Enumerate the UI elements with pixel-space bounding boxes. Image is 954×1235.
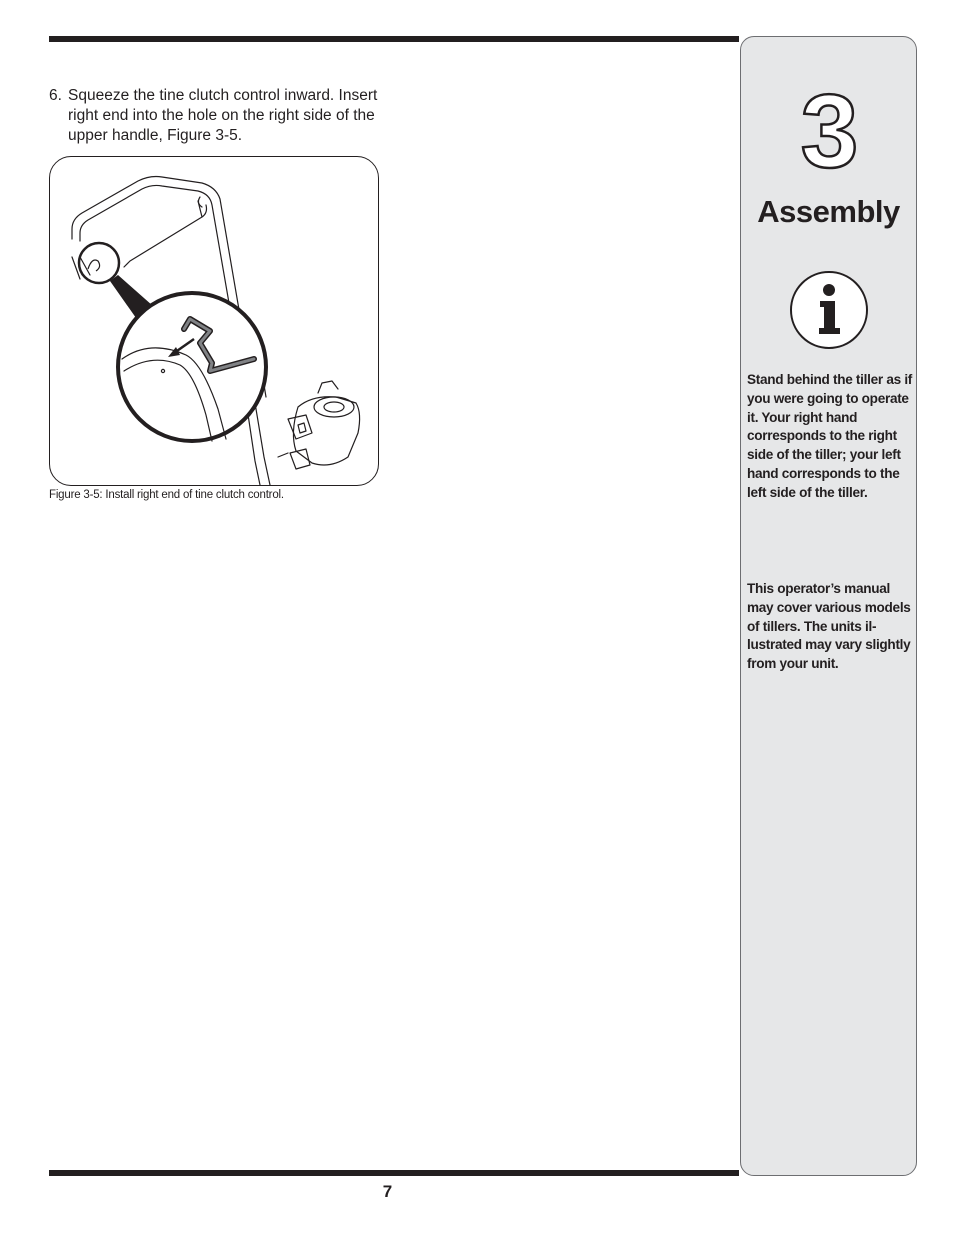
- info-note-models: This operator’s manual may cover various models of tillers. The units il-lustrated may vary slightly from your unit.: [747, 581, 911, 672]
- step-6: [49, 86, 389, 146]
- tiller-handle-illustration: [50, 157, 378, 485]
- top-rule: [49, 36, 739, 42]
- svg-text:3: 3: [800, 83, 859, 173]
- section-title: Assembly: [757, 194, 900, 229]
- info-note-orientation: Stand behind the tiller as if you were going to operate it. Your right hand corresponds to the right side of the tiller; your left hand corresponds to the left side of the tiller.: [747, 372, 913, 500]
- figure-3-5: [49, 156, 379, 486]
- step-text: Squeeze the tine clutch control inward. Insert right end into the hole on the right side of the upper handle, Figure 3-5.: [68, 87, 378, 144]
- info-icon: [789, 270, 869, 355]
- page-number: 7: [382, 1182, 393, 1201]
- bottom-rule: [49, 1170, 739, 1176]
- step-number: 6.: [49, 87, 62, 104]
- figure-caption: Figure 3-5: Install right end of tine clutch control.: [49, 489, 284, 501]
- chapter-number: [741, 83, 916, 178]
